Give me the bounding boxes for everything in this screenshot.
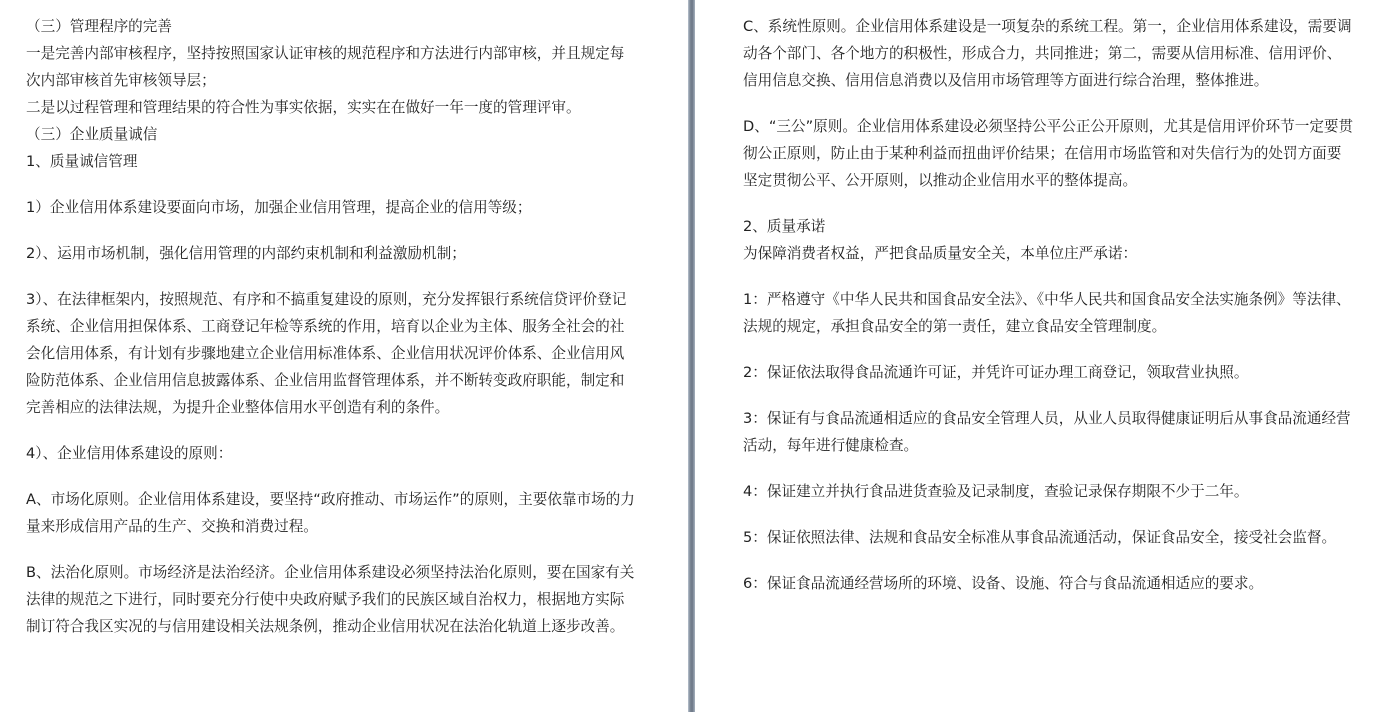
list-item-3: 3）、在法律框架内，按照规范、有序和不搞重复建设的原则，充分发挥银行系统信贷评价登记系统、企业信用担保体系、工商登记年检等系统的作用，培育以企业为主体、服务全社会的社会化信用体系，有计划有步骤地建立企业信用标准体系、企业信用状况评价体系、企业信用风险防范体系、企业信用信息披露体系、企业信用监督管理体系，并不断转变政府职能，制定和完善相应的法律法规，为提升企业整体信用水平创造有利的条件。 [26, 291, 627, 416]
document-page-left [0, 0, 688, 712]
paragraph-internal-audit: 一是完善内部审核程序，坚持按照国家认证审核的规范程序和方法进行内部审核，并且规定每次内部审核首先审核领导层； [26, 45, 625, 89]
section-heading-management-procedures: （三）管理程序的完善 [26, 18, 172, 35]
promise-1: 1：严格遵守《中华人民共和国食品安全法》、《中华人民共和国食品安全法实施条例》等法律、法规的规定，承担食品安全的第一责任，建立食品安全管理制度。 [743, 291, 1351, 335]
promise-6: 6：保证食品流通经营场所的环境、设备、设施、符合与食品流通相适应的要求。 [743, 575, 1264, 592]
list-item-2: 2）、运用市场机制，强化信用管理的内部约束机制和利益激励机制； [26, 245, 466, 262]
page-divider [688, 0, 695, 712]
promise-3: 3：保证有与食品流通相适应的食品安全管理人员，从业人员取得健康证明后从事食品流通经营活动，每年进行健康检查。 [743, 410, 1351, 454]
list-item-4: 4）、企业信用体系建设的原则： [26, 445, 233, 462]
promise-2: 2：保证依法取得食品流通许可证，并凭许可证办理工商登记，领取营业执照。 [743, 364, 1249, 381]
paragraph-management-review: 二是以过程管理和管理结果的符合性为事实依据，实实在在做好一年一度的管理评审。 [26, 99, 581, 116]
promise-4: 4：保证建立并执行食品进货查验及记录制度，查验记录保存期限不少于二年。 [743, 483, 1249, 500]
principle-b: B、法治化原则。市场经济是法治经济。企业信用体系建设必须坚持法治化原则，要在国家有关法律的规范之下进行，同时要充分行使中央政府赋予我们的民族区域自治权力，根据地方实际制订符合我区实况的与信用建设相关法规条例，推动企业信用状况在法治化轨道上逐步改善。 [26, 564, 635, 635]
commitment-intro: 为保障消费者权益，严把食品质量安全关，本单位庄严承诺： [743, 245, 1138, 262]
list-item-1: 1）企业信用体系建设要面向市场，加强企业信用管理，提高企业的信用等级； [26, 199, 532, 216]
document-page-right [695, 0, 1378, 712]
principle-c: C、系统性原则。企业信用体系建设是一项复杂的系统工程。第一，企业信用体系建设，需要调动各个部门、各个地方的积极性，形成合力，共同推进；第二，需要从信用标准、信用评价、信用信息交换、信用信息消费以及信用市场管理等方面进行综合治理，整体推进。 [743, 18, 1352, 89]
section-heading-quality-integrity: （三）企业质量诚信 [26, 126, 158, 143]
subheading-quality-commitment: 2、质量承诺 [743, 218, 826, 235]
principle-d: D、“三公”原则。企业信用体系建设必须坚持公平公正公开原则，尤其是信用评价环节一定要贯彻公正原则，防止由于某种利益而扭曲评价结果；在信用市场监管和对失信行为的处罚方面要坚定贯彻公平、公开原则，以推动企业信用水平的整体提高。 [743, 118, 1354, 189]
promise-5: 5：保证依照法律、法规和食品安全标准从事食品流通活动，保证食品安全，接受社会监督。 [743, 529, 1337, 546]
subheading-integrity-management: 1、质量诚信管理 [26, 153, 138, 170]
principle-a: A、市场化原则。企业信用体系建设，要坚持“政府推动、市场运作”的原则，主要依靠市场的力量来形成信用产品的生产、交换和消费过程。 [26, 491, 635, 535]
